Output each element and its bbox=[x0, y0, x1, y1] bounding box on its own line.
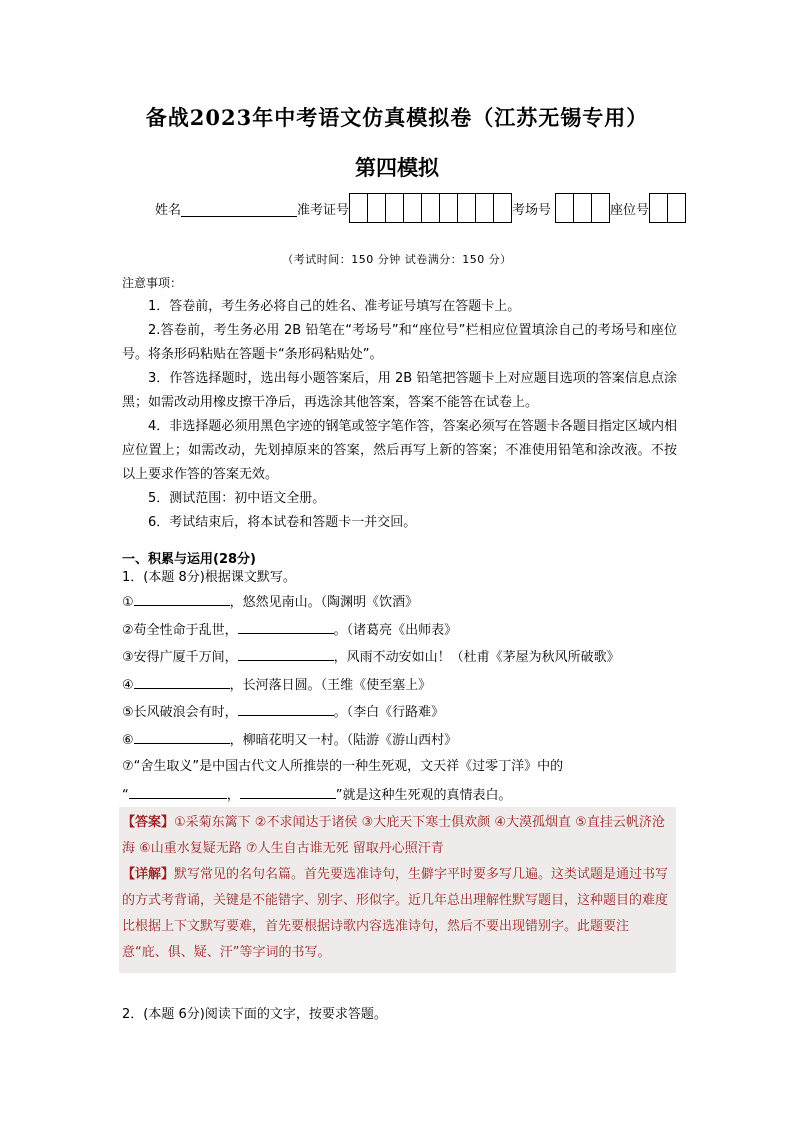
section-heading: 一、积累与运用(28分) bbox=[122, 552, 256, 567]
digit-box[interactable] bbox=[403, 194, 421, 222]
recitation-item bbox=[122, 728, 682, 756]
digit-box[interactable] bbox=[667, 194, 685, 222]
item-suffix: ，风雨不动安如山！（杜甫《茅屋为秋风所破歌》 bbox=[333, 650, 620, 665]
exam-id-label: 准考证号 bbox=[297, 202, 350, 218]
seat-boxes[interactable] bbox=[649, 193, 686, 223]
page-subtitle: 第四模拟 bbox=[355, 155, 439, 180]
answer-blank[interactable] bbox=[238, 645, 334, 661]
name-label: 姓名 bbox=[155, 202, 182, 218]
item-prefix: “ bbox=[122, 787, 129, 803]
recitation-items bbox=[122, 590, 682, 810]
answer-blank[interactable] bbox=[238, 618, 334, 634]
page-title: 备战2023年中考语文仿真模拟卷（江苏无锡专用） bbox=[145, 105, 649, 130]
answer-blank[interactable] bbox=[134, 590, 230, 606]
room-label: 考场号 bbox=[512, 202, 552, 218]
exam-id-boxes[interactable] bbox=[349, 193, 512, 223]
note-item: 2.答卷前，考生务必用 2B 铅笔在“考场号”和“座位号”栏相应位置填涂自己的考场号和座位号。将条形码粘贴在答题卡“条形码粘贴处”。 bbox=[122, 323, 677, 362]
item-suffix: 。（诸葛亮《出师表》 bbox=[333, 622, 458, 638]
digit-box[interactable] bbox=[556, 194, 573, 222]
digit-box[interactable] bbox=[385, 194, 403, 222]
recitation-item-7-cont bbox=[122, 783, 682, 810]
recitation-item bbox=[122, 618, 682, 646]
item-prefix: ⑥ bbox=[122, 732, 134, 748]
name-field[interactable] bbox=[181, 200, 297, 217]
item-suffix: ，长河落日圆。（王维《使至塞上》 bbox=[229, 677, 432, 693]
question-1-prompt: 1．(本题 8分)根据课文默写。 bbox=[122, 570, 296, 585]
recitation-item bbox=[122, 700, 682, 728]
item-prefix: ③安得广厦千万间， bbox=[122, 650, 238, 665]
seat-label: 座位号 bbox=[610, 202, 650, 218]
student-id-row bbox=[155, 193, 686, 223]
item-prefix: ④ bbox=[122, 677, 134, 693]
question-2-prompt: 2．(本题 6分)阅读下面的文字，按要求答题。 bbox=[122, 1007, 387, 1022]
recitation-item bbox=[122, 673, 682, 701]
exam-info: （考试时间：150 分钟 试卷满分：150 分） bbox=[282, 253, 512, 266]
item-suffix: ”就是这种生死观的真情表白。 bbox=[335, 787, 512, 803]
note-item: 4．非选择题必须用黑色字迹的钢笔或签字笔作答，答案必须写在答题卡各题目指定区域内相应位置上；如需改动，先划掉原来的答案，然后再写上新的答案；不准使用铅笔和涂改液。不按以上要求作答的答案无效。 bbox=[122, 419, 677, 482]
note-item: 3．作答选择题时，选出每小题答案后，用 2B 铅笔把答题卡上对应题目选项的答案信息点涂黑；如需改动用橡皮擦干净后，再选涂其他答案，答案不能答在试卷上。 bbox=[122, 371, 677, 410]
note-item: 1．答卷前，考生务必将自己的姓名、准考证号填写在答题卡上。 bbox=[148, 299, 521, 314]
room-boxes[interactable] bbox=[555, 193, 610, 223]
detail-tag: 【详解】 bbox=[122, 867, 175, 882]
digit-box[interactable] bbox=[421, 194, 439, 222]
notes-list bbox=[122, 295, 677, 535]
answer-tag: 【答案】 bbox=[122, 815, 175, 830]
digit-box[interactable] bbox=[475, 194, 493, 222]
digit-box[interactable] bbox=[350, 194, 367, 222]
digit-box[interactable] bbox=[573, 194, 591, 222]
item-prefix: ②苟全性命于乱世， bbox=[122, 622, 238, 638]
answer-content bbox=[119, 807, 676, 966]
digit-box[interactable] bbox=[439, 194, 457, 222]
answer-blank[interactable] bbox=[240, 783, 336, 799]
digit-box[interactable] bbox=[367, 194, 385, 222]
recitation-item bbox=[122, 645, 682, 673]
item-separator: ， bbox=[226, 787, 240, 803]
digit-box[interactable] bbox=[650, 194, 667, 222]
answer-blank[interactable] bbox=[134, 673, 230, 689]
recitation-item bbox=[122, 590, 682, 618]
item-prefix: ① bbox=[122, 595, 134, 610]
answer-box bbox=[119, 807, 676, 973]
note-item: 6．考试结束后，将本试卷和答题卡一并交回。 bbox=[148, 515, 417, 530]
digit-box[interactable] bbox=[457, 194, 475, 222]
answer-blank[interactable] bbox=[129, 783, 227, 799]
item-suffix: ，柳暗花明又一村。（陆游《游山西村》 bbox=[229, 732, 458, 748]
detail-text: 默写常见的名句名篇。首先要选准诗句，生僻字平时要多写几遍。这类试题是通过书写的方式考背诵，关键是不能错字、别字、形似字。近几年总出理解性默写题目，这种题目的难度比根据上下文默写要难，首先要根据诗歌内容选准诗句，然后不要出现错别字。此题要注意“庇、俱、疑、汗”等字词的书写。 bbox=[122, 867, 669, 960]
answer-blank[interactable] bbox=[134, 728, 230, 744]
digit-box[interactable] bbox=[591, 194, 609, 222]
answer-text: ①采菊东篱下 ②不求闻达于诸侯 ③大庇天下寒士俱欢颜 ④大漠孤烟直 ⑤直挂云帆济沧海 ⑥山重水复疑无路 ⑦人生自古谁无死 留取丹心照汗青 bbox=[122, 815, 665, 856]
item-suffix: ，悠然见南山。（陶渊明《饮酒》 bbox=[229, 595, 419, 610]
notes-heading: 注意事项： bbox=[122, 276, 183, 290]
note-item: 5．测试范围：初中语文全册。 bbox=[148, 491, 326, 506]
item-prefix: ⑤长风破浪会有时， bbox=[122, 705, 238, 720]
digit-box[interactable] bbox=[493, 194, 511, 222]
recitation-item-7: ⑦“舍生取义”是中国古代文人所推崇的一种生死观，文天祥《过零丁洋》中的 bbox=[122, 759, 564, 774]
item-suffix: 。（李白《行路难》 bbox=[333, 705, 445, 720]
answer-blank[interactable] bbox=[238, 700, 334, 716]
